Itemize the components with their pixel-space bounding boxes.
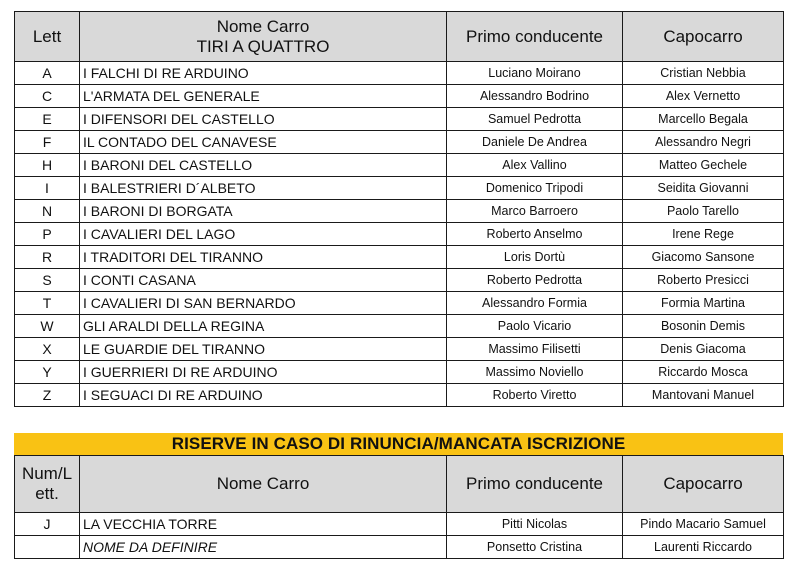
header-capocarro: Capocarro <box>623 12 784 62</box>
cell-lett: Z <box>15 384 80 407</box>
table-row <box>15 315 784 338</box>
table-row <box>15 85 784 108</box>
cell-lett: C <box>15 85 80 108</box>
cell-nome-carro: I CAVALIERI DEL LAGO <box>80 223 447 246</box>
cell-lett: I <box>15 177 80 200</box>
table-row <box>15 131 784 154</box>
cell-primo-conducente: Alessandro Bodrino <box>447 85 623 108</box>
cell-lett: A <box>15 62 80 85</box>
cell-lett: W <box>15 315 80 338</box>
table-row <box>15 177 784 200</box>
cell-capocarro: Cristian Nebbia <box>623 62 784 85</box>
cell-primo-conducente: Massimo Filisetti <box>447 338 623 361</box>
cell-nome-carro: L'ARMATA DEL GENERALE <box>80 85 447 108</box>
cell-primo-conducente: Paolo Vicario <box>447 315 623 338</box>
cell-nome-carro: NOME DA DEFINIRE <box>80 536 447 559</box>
cell-lett: S <box>15 269 80 292</box>
cell-lett: P <box>15 223 80 246</box>
table-row <box>15 384 784 407</box>
table-row <box>15 338 784 361</box>
cell-primo-conducente: Roberto Viretto <box>447 384 623 407</box>
cell-nome-carro: LA VECCHIA TORRE <box>80 513 447 536</box>
cell-capocarro: Giacomo Sansone <box>623 246 784 269</box>
cell-capocarro: Bosonin Demis <box>623 315 784 338</box>
cell-capocarro: Formia Martina <box>623 292 784 315</box>
cell-nome-carro: I TRADITORI DEL TIRANNO <box>80 246 447 269</box>
cell-primo-conducente: Roberto Pedrotta <box>447 269 623 292</box>
cell-lett: H <box>15 154 80 177</box>
cell-primo-conducente: Pitti Nicolas <box>447 513 623 536</box>
cell-capocarro: Matteo Gechele <box>623 154 784 177</box>
table-row <box>15 223 784 246</box>
cell-nome-carro: GLI ARALDI DELLA REGINA <box>80 315 447 338</box>
table-header-row <box>15 456 784 513</box>
teams-table <box>14 11 784 407</box>
header-category-label: TIRI A QUATTRO <box>196 36 330 56</box>
table-row <box>15 246 784 269</box>
cell-nome-carro: I CONTI CASANA <box>80 269 447 292</box>
header-num-lett-line2: ett. <box>35 484 59 503</box>
cell-primo-conducente: Alex Vallino <box>447 154 623 177</box>
cell-nome-carro: IL CONTADO DEL CANAVESE <box>80 131 447 154</box>
table-row <box>15 62 784 85</box>
table-row <box>15 108 784 131</box>
cell-nome-carro: I BARONI DI BORGATA <box>80 200 447 223</box>
cell-lett: X <box>15 338 80 361</box>
header-lett: Lett <box>15 12 80 62</box>
reserves-table <box>14 455 784 559</box>
cell-capocarro: Alessandro Negri <box>623 131 784 154</box>
cell-capocarro: Marcello Begala <box>623 108 784 131</box>
table-row <box>15 361 784 384</box>
cell-nome-carro: LE GUARDIE DEL TIRANNO <box>80 338 447 361</box>
cell-capocarro: Mantovani Manuel <box>623 384 784 407</box>
reserves-banner: RISERVE IN CASO DI RINUNCIA/MANCATA ISCRIZIONE <box>14 433 783 455</box>
table-row <box>15 200 784 223</box>
cell-primo-conducente: Roberto Anselmo <box>447 223 623 246</box>
cell-primo-conducente: Ponsetto Cristina <box>447 536 623 559</box>
cell-primo-conducente: Domenico Tripodi <box>447 177 623 200</box>
cell-primo-conducente: Loris Dortù <box>447 246 623 269</box>
header-nome-carro: Nome Carro <box>80 456 447 513</box>
cell-capocarro: Irene Rege <box>623 223 784 246</box>
table-row <box>15 269 784 292</box>
cell-lett: N <box>15 200 80 223</box>
cell-primo-conducente: Daniele De Andrea <box>447 131 623 154</box>
table-row <box>15 513 784 536</box>
cell-capocarro: Riccardo Mosca <box>623 361 784 384</box>
cell-primo-conducente: Samuel Pedrotta <box>447 108 623 131</box>
cell-lett: J <box>15 513 80 536</box>
header-nome-carro-label: Nome Carro <box>216 16 310 36</box>
cell-nome-carro: I BALESTRIERI D´ALBETO <box>80 177 447 200</box>
cell-capocarro: Roberto Presicci <box>623 269 784 292</box>
cell-primo-conducente: Luciano Moirano <box>447 62 623 85</box>
cell-primo-conducente: Alessandro Formia <box>447 292 623 315</box>
header-nome-carro <box>80 12 447 62</box>
cell-lett: Y <box>15 361 80 384</box>
cell-capocarro: Alex Vernetto <box>623 85 784 108</box>
cell-capocarro: Denis Giacoma <box>623 338 784 361</box>
table-row <box>15 536 784 559</box>
cell-lett <box>15 536 80 559</box>
cell-lett: E <box>15 108 80 131</box>
cell-lett: R <box>15 246 80 269</box>
table-header-row <box>15 12 784 62</box>
cell-capocarro: Paolo Tarello <box>623 200 784 223</box>
cell-primo-conducente: Massimo Noviello <box>447 361 623 384</box>
header-primo-conducente: Primo conducente <box>447 456 623 513</box>
cell-capocarro: Seidita Giovanni <box>623 177 784 200</box>
cell-nome-carro: I FALCHI DI RE ARDUINO <box>80 62 447 85</box>
cell-capocarro: Pindo Macario Samuel <box>623 513 784 536</box>
header-num-lett <box>15 456 80 513</box>
header-capocarro: Capocarro <box>623 456 784 513</box>
cell-nome-carro: I SEGUACI DI RE ARDUINO <box>80 384 447 407</box>
header-num-lett-line1: Num/L <box>21 464 73 483</box>
cell-nome-carro: I GUERRIERI DI RE ARDUINO <box>80 361 447 384</box>
cell-lett: F <box>15 131 80 154</box>
cell-nome-carro: I CAVALIERI DI SAN BERNARDO <box>80 292 447 315</box>
cell-capocarro: Laurenti Riccardo <box>623 536 784 559</box>
header-primo-conducente: Primo conducente <box>447 12 623 62</box>
cell-nome-carro: I BARONI DEL CASTELLO <box>80 154 447 177</box>
cell-nome-carro: I DIFENSORI DEL CASTELLO <box>80 108 447 131</box>
table-row <box>15 154 784 177</box>
table-row <box>15 292 784 315</box>
cell-lett: T <box>15 292 80 315</box>
cell-primo-conducente: Marco Barroero <box>447 200 623 223</box>
